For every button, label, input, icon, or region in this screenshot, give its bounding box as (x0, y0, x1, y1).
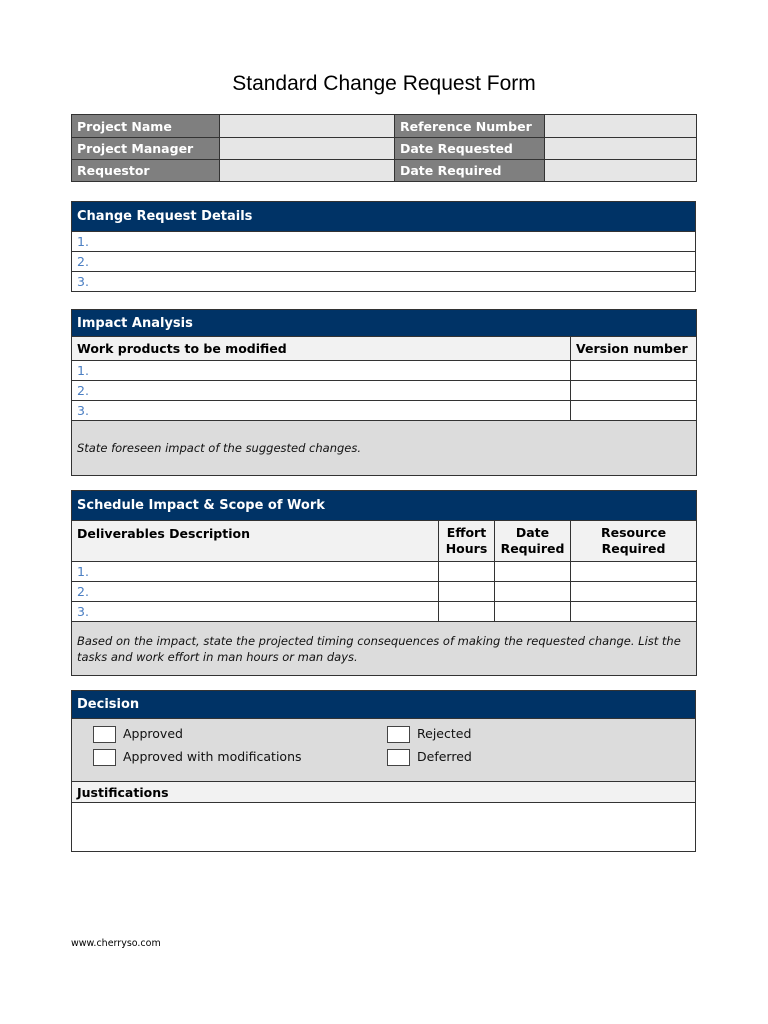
impact-version-cell[interactable] (571, 381, 697, 401)
project-name-label: Project Name (72, 115, 220, 138)
requestor-field[interactable] (220, 160, 395, 182)
project-manager-field[interactable] (220, 138, 395, 160)
resource-required-line2: Required (601, 541, 666, 556)
impact-row[interactable]: 3. (72, 401, 571, 421)
schedule-cell[interactable] (495, 602, 571, 622)
approved-with-modifications-label: Approved with modifications (123, 749, 302, 764)
impact-note[interactable]: State foreseen impact of the suggested changes. (72, 421, 697, 476)
change-request-header: Change Request Details (72, 202, 696, 232)
schedule-note[interactable]: Based on the impact, state the projected timing consequences of making the requested change. List the tasks and work effort in man hours or man days. (72, 622, 697, 676)
impact-analysis-header: Impact Analysis (72, 310, 697, 337)
schedule-row[interactable]: 1. (72, 562, 439, 582)
effort-hours-line2: Hours (445, 541, 488, 556)
rejected-label: Rejected (417, 726, 472, 741)
schedule-cell[interactable] (495, 562, 571, 582)
schedule-row[interactable]: 3. (72, 602, 439, 622)
schedule-cell[interactable] (571, 582, 697, 602)
version-number-column-header: Version number (571, 337, 697, 361)
schedule-cell[interactable] (571, 602, 697, 622)
date-required-label: Date Required (395, 160, 545, 182)
change-request-row[interactable]: 2. (72, 252, 696, 272)
approved-with-modifications-checkbox[interactable] (93, 749, 116, 766)
deferred-option[interactable] (387, 748, 472, 766)
date-requested-label: Date Requested (395, 138, 545, 160)
resource-required-column-header (571, 521, 697, 562)
change-request-row[interactable]: 1. (72, 232, 696, 252)
date-required-field[interactable] (545, 160, 697, 182)
date-required-column-header (495, 521, 571, 562)
effort-hours-line1: Effort (446, 525, 487, 540)
schedule-row[interactable]: 2. (72, 582, 439, 602)
schedule-impact-header: Schedule Impact & Scope of Work (72, 491, 697, 521)
change-request-row[interactable]: 3. (72, 272, 696, 292)
change-request-table (71, 201, 696, 292)
approved-with-modifications-option[interactable] (93, 748, 302, 766)
project-manager-label: Project Manager (72, 138, 220, 160)
project-info-table (71, 114, 697, 182)
schedule-cell[interactable] (571, 562, 697, 582)
impact-version-cell[interactable] (571, 401, 697, 421)
project-name-field[interactable] (220, 115, 395, 138)
date-required-line1: Date (515, 525, 550, 540)
requestor-label: Requestor (72, 160, 220, 182)
deferred-checkbox[interactable] (387, 749, 410, 766)
footer-url: www.cherryso.com (71, 938, 161, 949)
impact-analysis-table (71, 309, 697, 476)
decision-table (71, 690, 696, 852)
reference-number-label: Reference Number (395, 115, 545, 138)
justifications-field[interactable] (72, 803, 696, 852)
impact-version-cell[interactable] (571, 361, 697, 381)
date-required-line2: Required (500, 541, 565, 556)
resource-required-line1: Resource (600, 525, 667, 540)
date-requested-field[interactable] (545, 138, 697, 160)
effort-hours-column-header (439, 521, 495, 562)
schedule-impact-table (71, 490, 697, 676)
rejected-option[interactable] (387, 725, 471, 743)
approved-label: Approved (123, 726, 183, 741)
schedule-cell[interactable] (439, 562, 495, 582)
decision-header: Decision (72, 691, 696, 719)
approved-checkbox[interactable] (93, 726, 116, 743)
work-products-column-header: Work products to be modified (72, 337, 571, 361)
impact-row[interactable]: 2. (72, 381, 571, 401)
schedule-cell[interactable] (439, 582, 495, 602)
impact-row[interactable]: 1. (72, 361, 571, 381)
rejected-checkbox[interactable] (387, 726, 410, 743)
deferred-label: Deferred (417, 749, 472, 764)
deliverables-column-header: Deliverables Description (72, 521, 439, 562)
schedule-cell[interactable] (495, 582, 571, 602)
schedule-cell[interactable] (439, 602, 495, 622)
approved-option[interactable] (93, 725, 183, 743)
justifications-label: Justifications (72, 782, 696, 803)
page-title: Standard Change Request Form (232, 72, 536, 95)
reference-number-field[interactable] (545, 115, 697, 138)
